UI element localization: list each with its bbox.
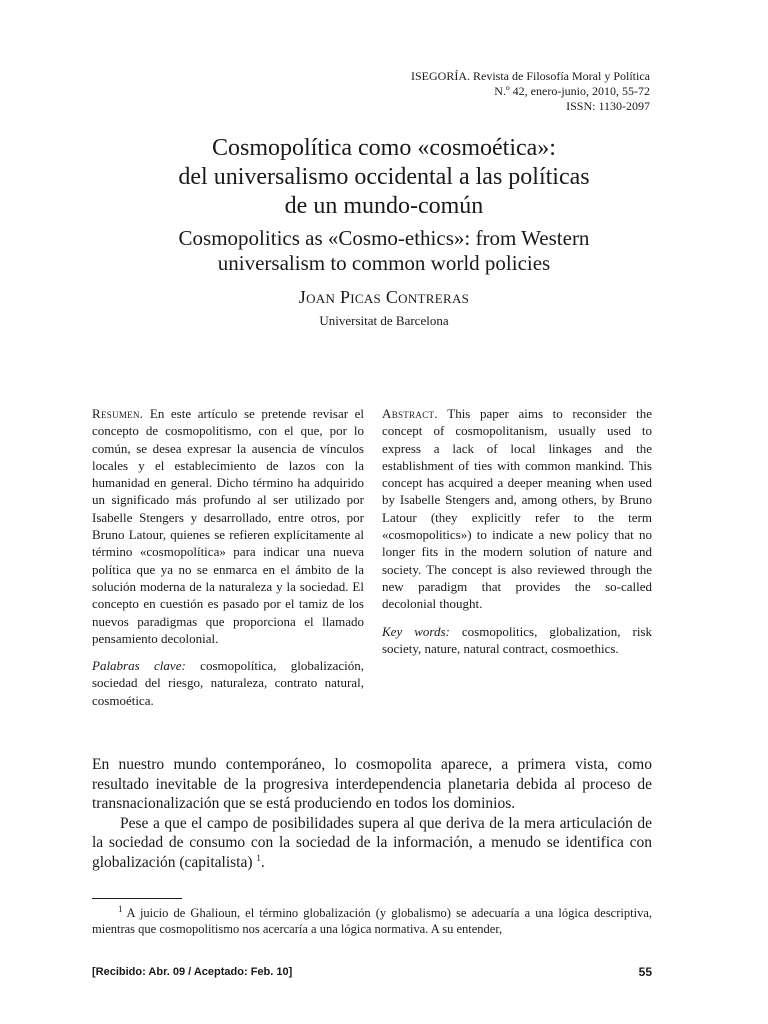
footnote-ref[interactable]: 1 xyxy=(256,852,261,863)
footnote-number: 1 xyxy=(118,903,123,914)
resumen-text: En este artículo se pretende revisar el concepto de cosmopolitismo, con el que, por lo común, se desea expresar la ausencia de vínculos locales y el establecimiento de lazos con la humanidad en general. Dicho término ha adquirido un significado más profundo al ser utilizado por Isabelle Stengers y desarrollado, entre otros, por Bruno Latour, quienes se refieren explícitamente al término «cosmopolítica» para indicar una nueva política que ya no se enmarca en el ámbito de la solución moderna de la naturaleza y la sociedad. El concepto en cuestión es pasado por el tamiz de los nuevos paradigmas que proporciona el llamado pensamiento decolonial. xyxy=(92,406,365,646)
article-title-english xyxy=(0,226,768,276)
keywords-es: cosmopolítica, globalización, sociedad del riesgo, naturaleza, contrato natural, cosmoética. xyxy=(92,658,364,708)
resumen-label: Resumen. xyxy=(92,406,144,421)
author-name: Joan Picas Contreras xyxy=(298,287,470,307)
keywords-en: cosmopolitics, globalization, risk society, nature, natural contract, cosmoethics. xyxy=(382,623,652,656)
journal-issn: ISSN: 1130-2097 xyxy=(566,99,650,113)
abstract-label: Abstract. xyxy=(382,406,438,421)
title-es-line: de un mundo-común xyxy=(284,193,484,219)
footnote xyxy=(92,905,652,937)
title-en-line: Cosmopolitics as «Cosmo-ethics»: from Western xyxy=(178,226,590,250)
body-paragraph-2-end: . xyxy=(260,853,265,871)
journal-header xyxy=(411,69,650,114)
footnote-divider xyxy=(92,898,182,899)
resumen-paragraph xyxy=(92,405,364,647)
title-es-line: del universalismo occidental a las políticas xyxy=(178,164,590,190)
abstract-column xyxy=(382,405,652,657)
article-title-spanish xyxy=(0,134,768,221)
article-body xyxy=(92,755,652,873)
received-dates: [Recibido: Abr. 09 / Aceptado: Feb. 10] xyxy=(92,966,293,978)
keywords-label-es: Palabras clave: xyxy=(92,658,186,674)
body-paragraph-1: En nuestro mundo contemporáneo, lo cosmopolita aparece, a primera vista, como resultado inevitable de la progresiva interdependencia planetaria debida al proceso de transnacionalización que se está produciendo en todos los dominios. xyxy=(92,756,652,813)
author-affiliation: Universitat de Barcelona xyxy=(319,313,449,328)
title-en-line: universalism to common world policies xyxy=(217,251,551,275)
footnote-text: A juicio de Ghalioun, el término globalización (y globalismo) se adecuaría a una lógica descriptiva, mientras que cosmopolitismo nos acercaría a una lógica normativa. A su entender, xyxy=(92,906,652,936)
body-paragraph-2 xyxy=(92,814,652,873)
body-paragraph-2-text: Pese a que el campo de posibilidades supera al que deriva de la mera articulación de la sociedad de consumo con la sociedad de la información, a menudo se identifica con globalización (capitalista) xyxy=(92,814,652,871)
keywords-label-en: Key words: xyxy=(382,623,450,639)
abstract-text: This paper aims to reconsider the concept of cosmopolitanism, usually used to express a lack of local linkages and the establishment of ties with common mankind. This concept has acquired a deeper meaning when used by Isabelle Stengers and, among others, by Bruno Latour (they explicitly refer to the term «cosmopolitics») to indicate a new policy that no longer fits in the modern solution of nature and society. The concept is also reviewed through the new paradigm that provides the so-called decolonial thought. xyxy=(382,406,653,612)
journal-issue: N.º 42, enero-junio, 2010, 55-72 xyxy=(494,84,650,98)
abstract-paragraph xyxy=(382,405,652,613)
resumen-keywords xyxy=(92,657,364,709)
resumen-column xyxy=(92,405,364,709)
abstract-keywords xyxy=(382,623,652,658)
title-es-line: Cosmopolítica como «cosmoética»: xyxy=(212,135,556,161)
page-number: 55 xyxy=(638,965,652,979)
journal-name: ISEGORÍA. Revista de Filosofía Moral y Política xyxy=(411,69,650,83)
